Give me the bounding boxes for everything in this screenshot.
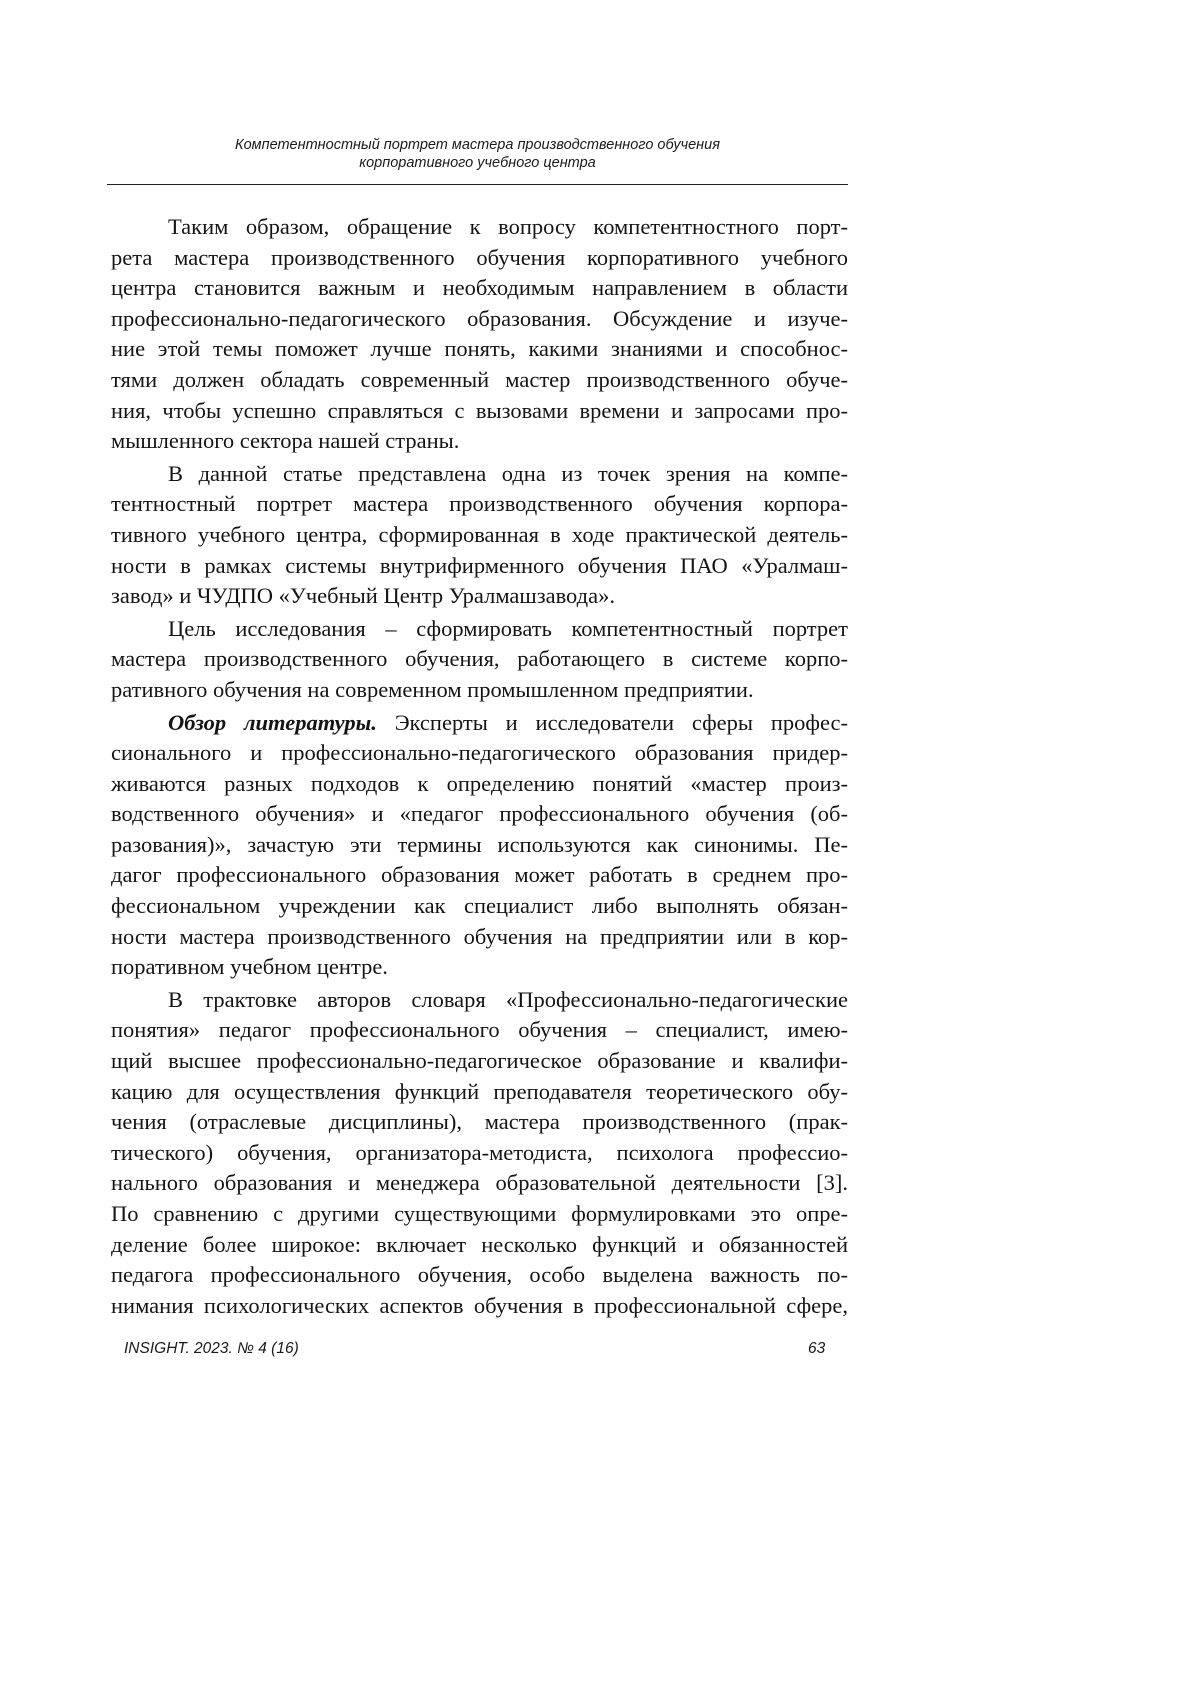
paragraph: [111, 708, 848, 983]
text-line-rest: Эксперты и исследователи сферы профес-: [376, 709, 849, 735]
paragraph: [111, 212, 848, 457]
article-body: [111, 212, 848, 1323]
text-line: водственного обучения» и «педагог профессионального обучения (об-: [111, 801, 848, 827]
text-line: [111, 708, 848, 739]
running-header: [107, 136, 848, 172]
text-line: живаются разных подходов к определению понятий «мастер произ-: [111, 770, 848, 796]
text-line: центра становится важным и необходимым направлением в области: [111, 275, 848, 301]
text-line: тями должен обладать современный мастер производственного обуче-: [111, 366, 848, 392]
running-header-line-1: Компетентностный портрет мастера производственного обучения: [235, 137, 720, 153]
text-line: фессиональном учреждении как специалист либо выполнять обязан-: [111, 893, 848, 919]
text-line: поративном учебном центре.: [111, 954, 388, 980]
section-lead-heading: Обзор литературы.: [168, 709, 377, 735]
paragraph: [111, 459, 848, 612]
text-line: чения (отраслевые дисциплины), мастера производственного (прак-: [111, 1109, 848, 1135]
text-line: тивного учебного центра, сформированная в ходе практической деятель-: [111, 521, 848, 547]
text-line: ние этой темы поможет лучше понять, какими знаниями и способнос-: [111, 336, 848, 362]
text-line: кацию для осуществления функций преподавателя теоретического обу-: [111, 1078, 848, 1104]
page-number: 63: [808, 1340, 826, 1357]
running-header-line-2: корпоративного учебного центра: [359, 155, 596, 171]
text-line: нимания психологических аспектов обучения в профессиональной сфере,: [111, 1292, 848, 1318]
text-line: деление более широкое: включает несколько функций и обязанностей: [111, 1231, 848, 1257]
text-line: ности в рамках системы внутрифирменного обучения ПАО «Уралмаш-: [111, 552, 848, 578]
text-line: тентностный портрет мастера производственного обучения корпора-: [111, 491, 848, 517]
footer-journal-citation: INSIGHT. 2023. № 4 (16): [124, 1340, 299, 1357]
text-line: завод» и ЧУДПО «Учебный Центр Уралмашзавода».: [111, 583, 615, 609]
text-line: педагога профессионального обучения, особо выделена важность по-: [111, 1262, 848, 1288]
text-line: рета мастера производственного обучения корпоративного учебного: [111, 244, 848, 270]
text-line: сионального и профессионально-педагогического образования придер-: [111, 740, 848, 766]
text-line: ния, чтобы успешно справляться с вызовами времени и запросами про-: [111, 397, 848, 423]
text-line: мастера производственного обучения, работающего в системе корпо-: [111, 646, 848, 672]
text-line: В трактовке авторов словаря «Профессионально-педагогические: [168, 986, 848, 1012]
text-line: Таким образом, обращение к вопросу компетентностного порт-: [168, 214, 848, 239]
paragraph: [111, 614, 848, 706]
text-line: нального образования и менеджера образовательной деятельности [3].: [111, 1170, 848, 1196]
text-line: По сравнению с другими существующими формулировками это опре-: [111, 1201, 848, 1226]
text-line: профессионально-педагогического образования. Обсуждение и изуче-: [111, 305, 848, 331]
text-line: понятия» педагог профессионального обучения – специалист, имею-: [111, 1017, 848, 1043]
text-line: щий высшее профессионально-педагогическое образование и квалифи-: [111, 1048, 848, 1074]
text-line: дагог профессионального образования может работать в среднем про-: [111, 862, 848, 888]
text-line: тического) обучения, организатора-методиста, психолога профессио-: [111, 1139, 848, 1165]
text-line: ности мастера производственного обучения на предприятии или в кор-: [111, 923, 848, 949]
header-divider: [107, 184, 848, 185]
text-line: разования)», зачастую эти термины используются как синонимы. Пе-: [111, 831, 848, 857]
text-line: В данной статье представлена одна из точек зрения на компе-: [168, 460, 848, 486]
text-line: ративного обучения на современном промышленном предприятии.: [111, 676, 754, 702]
text-line: мышленного сектора нашей страны.: [111, 428, 460, 454]
text-line: Цель исследования – сформировать компетентностный портрет: [168, 615, 848, 641]
paragraph: [111, 985, 848, 1322]
